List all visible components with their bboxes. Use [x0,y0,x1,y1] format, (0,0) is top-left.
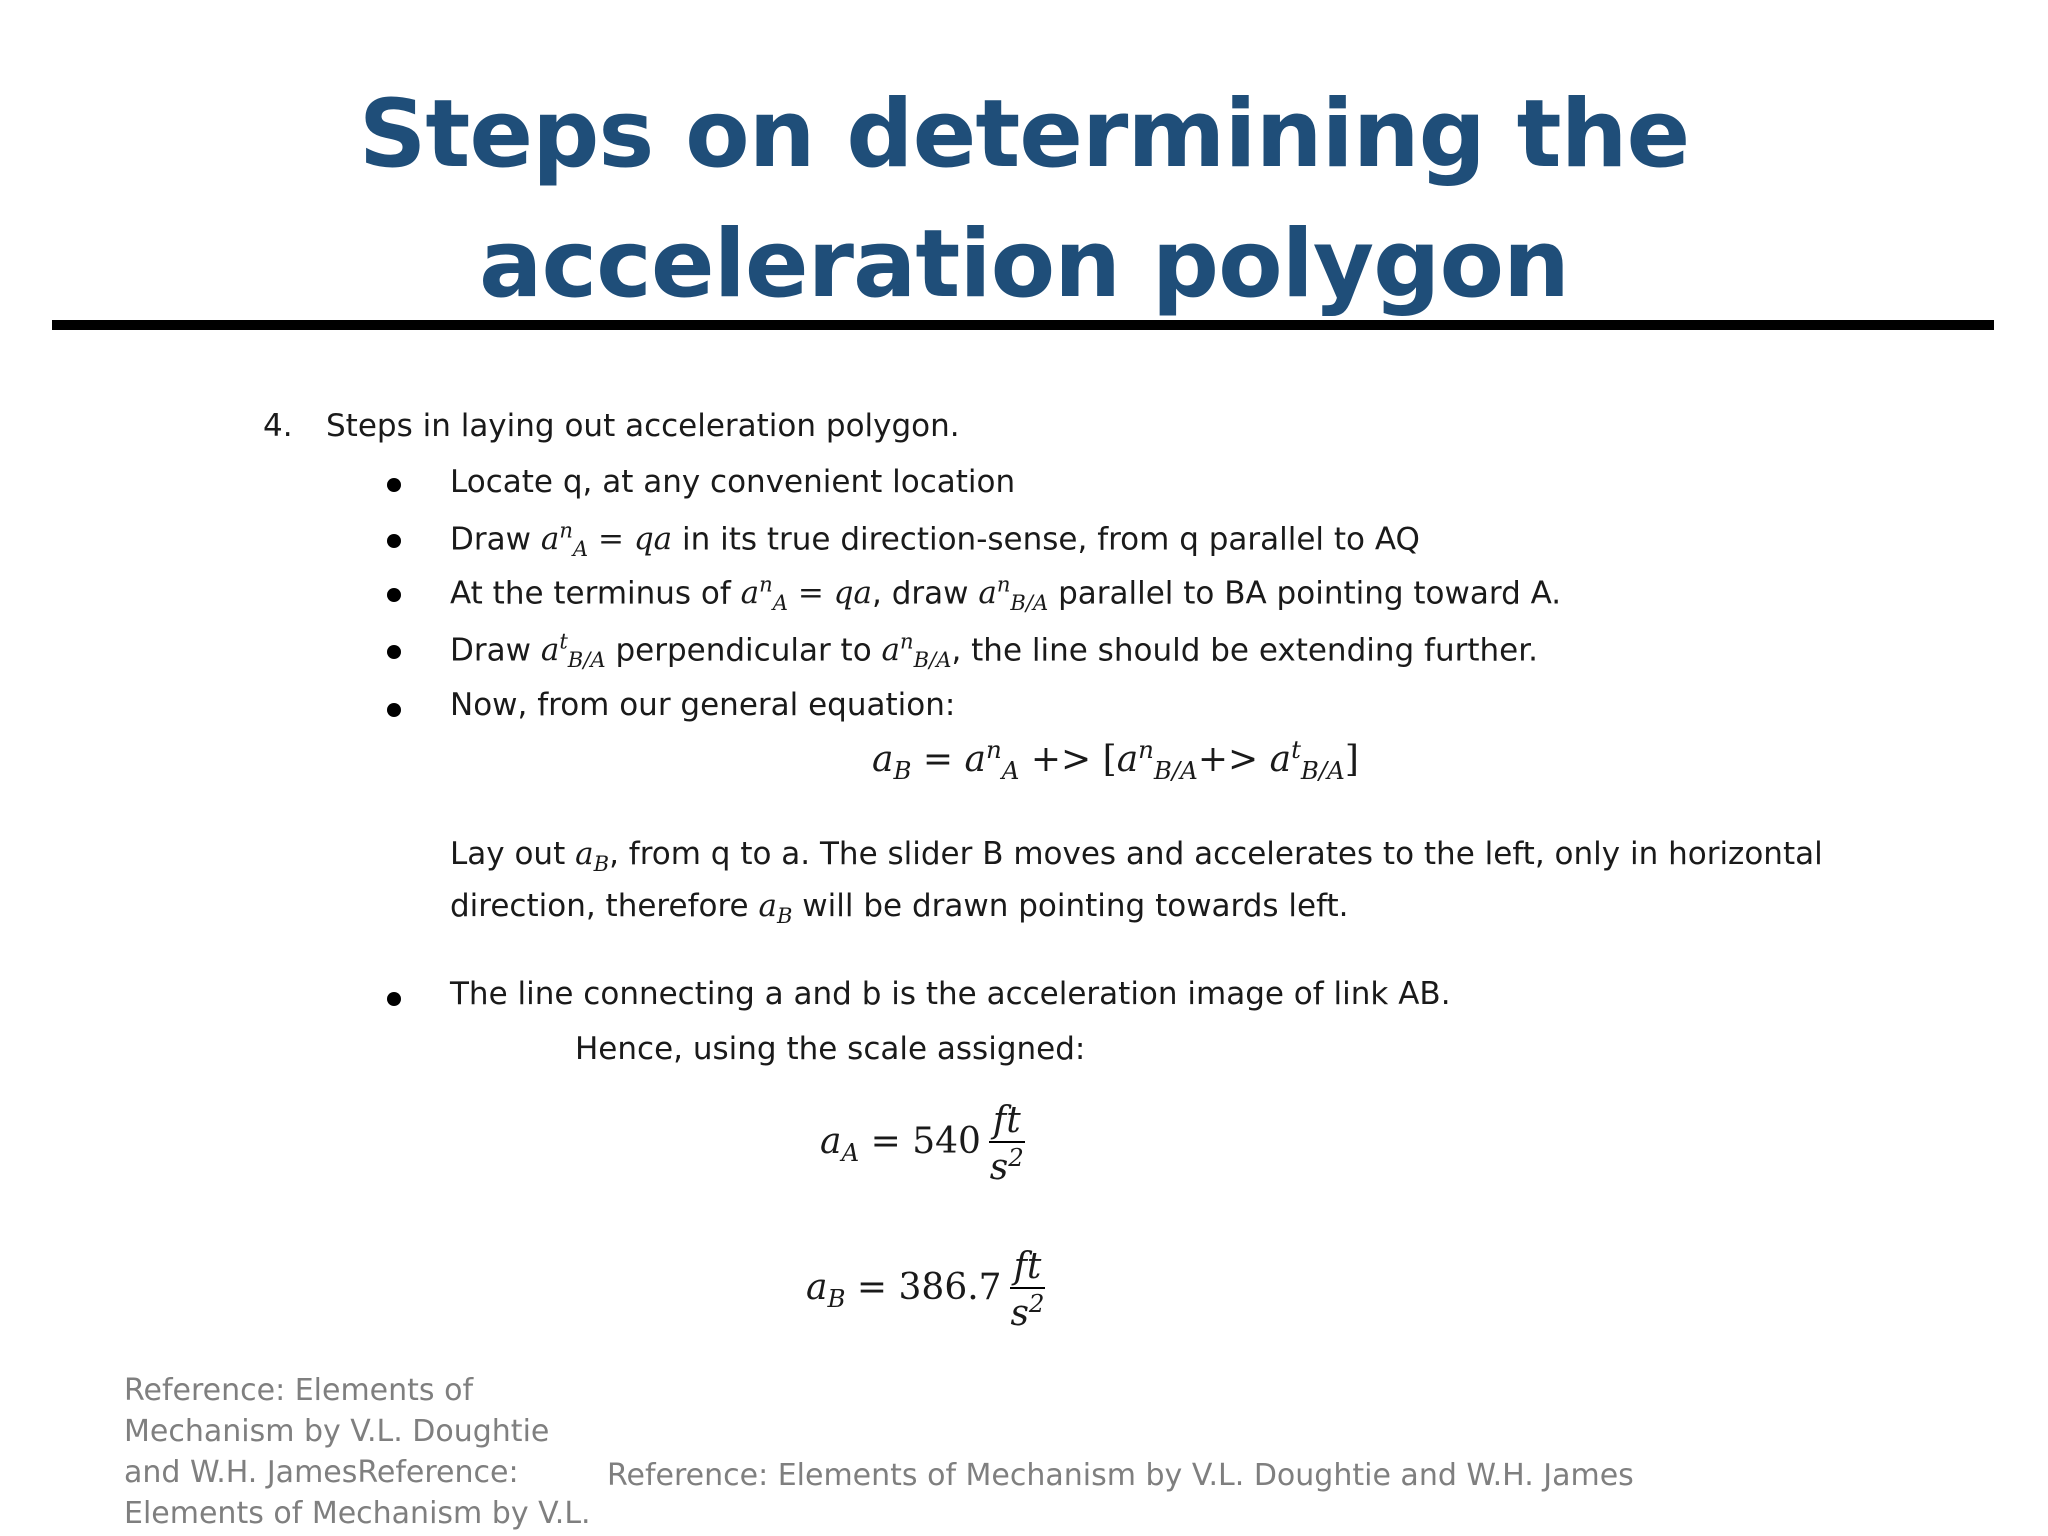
bullet-draw-atBA: Draw $a^t_{B/A}$ perpendicular to $a^n_{B/A}$, the line should be extending further. [450,629,1538,673]
layout-text-line-1: Lay out $a_B$, from q to a. The slider B moves and accelerates to the left, only in horizontal [450,836,1823,877]
bullet-acceleration-image: The line connecting a and b is the acceleration image of link AB. [450,976,1451,1012]
bullet-marker [387,703,401,717]
reference-center: Reference: Elements of Mechanism by V.L. Doughtie and W.H. James [607,1458,1634,1493]
slide-title-line-2: acceleration polygon [479,210,1569,319]
bullet-marker [387,588,401,602]
general-equation: $a_B = a^n_A +> [a^n_{B/A}+> a^t_{B/A}]$ [872,735,1359,786]
step-number: 4. [263,408,293,444]
layout-text-line-2: direction, therefore $a_B$ will be drawn pointing towards left. [450,888,1349,929]
bullet-marker [387,645,401,659]
bullet-terminus: At the terminus of $a^n_A$ = qa, draw $a^n_{B/A}$ parallel to BA pointing toward A. [450,572,1562,616]
reference-left: Reference: Elements of Mechanism by V.L. Doughtie and W.H. JamesReference: Elements of Mechanism by V.L. [124,1373,591,1531]
step-heading: Steps in laying out acceleration polygon. [326,408,960,444]
bullet-draw-anA: Draw $a^n_A$ = qa in its true direction-sense, from q parallel to AQ [450,518,1420,562]
slide-title-line-1: Steps on determining the [358,80,1690,189]
bullet-general-equation: Now, from our general equation: [450,687,956,723]
bullet-marker [387,534,401,548]
bullet-marker [387,992,401,1006]
bullet-marker [387,478,401,492]
equation-aA: $a_A = 540$ $\frac{ft}{s^2}$ [820,1100,1024,1188]
bullet-locate-q: Locate q, at any convenient location [450,464,1016,500]
hence-text: Hence, using the scale assigned: [575,1031,1086,1067]
equation-aB: $a_B = 386.7$ $\frac{ft}{s^2}$ [806,1246,1045,1334]
